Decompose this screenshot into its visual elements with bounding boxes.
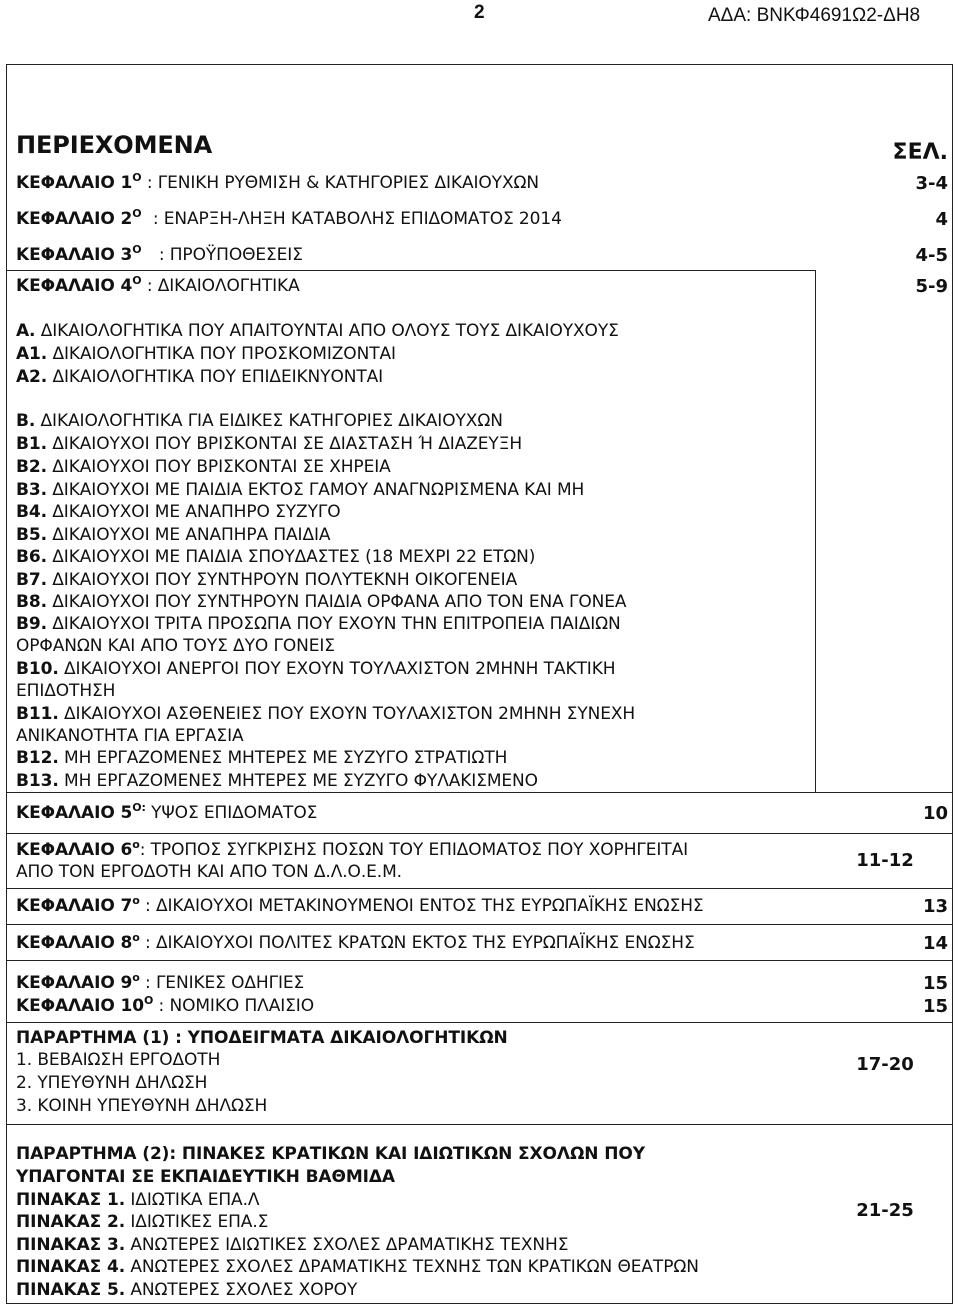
toc-subentry-b10-cont: ΕΠΙΔΟΤΗΣΗ: [16, 681, 116, 701]
toc-subentry-a: Α. ΔΙΚΑΙΟΛΟΓΗΤΙΚΑ ΠΟΥ ΑΠΑΙΤΟΥΝΤΑΙ ΑΠΟ ΟΛΟΥΣ ΤΟΥΣ ΔΙΚΑΙΟΥΧΟΥΣ: [16, 321, 619, 341]
toc-appendix-2-table-3: ΠΙΝΑΚΑΣ 3. ΑΝΩΤΕΡΕΣ ΙΔΙΩΤΙΚΕΣ ΣΧΟΛΕΣ ΔΡΑΜΑΤΙΚΗΣ ΤΕΧΝΗΣ: [16, 1235, 569, 1255]
toc-entry-ch4: ΚΕΦΑΛΑΙΟ $4^O$ : ΔΙΚΑΙΟΛΟΓΗΤΙΚΑ: [16, 274, 300, 296]
toc-page-ch1: 3-4: [915, 173, 948, 194]
toc-appendix-1-title: ΠΑΡΑΡΤΗΜΑ (1) : ΥΠΟΔΕΙΓΜΑΤΑ ΔΙΚΑΙΟΛΟΓΗΤΙΚΩΝ: [16, 1028, 508, 1048]
toc-subentry-b5: Β5. ΔΙΚΑΙΟΥΧΟΙ ΜΕ ΑΝΑΠΗΡΑ ΠΑΙΔΙΑ: [16, 525, 331, 545]
toc-subentry-b9-cont: ΟΡΦΑΝΩΝ ΚΑΙ ΑΠΟ ΤΟΥΣ ΔΥΟ ΓΟΝΕΙΣ: [16, 636, 335, 656]
toc-subentry-b6: Β6. ΔΙΚΑΙΟΥΧΟΙ ΜΕ ΠΑΙΔΙΑ ΣΠΟΥΔΑΣΤΕΣ (18 ΜΕΧΡΙ 22 ΕΤΩΝ): [16, 547, 536, 567]
toc-subentry-b8: Β8. ΔΙΚΑΙΟΥΧΟΙ ΠΟΥ ΣΥΝΤΗΡΟΥΝ ΠΑΙΔΙΑ ΟΡΦΑΝΑ ΑΠΟ ΤΟΝ ΕΝΑ ΓΟΝΕΑ: [16, 592, 627, 612]
toc-page-ch9: 15: [922, 973, 948, 994]
toc-page-ch5: 10: [922, 803, 948, 824]
toc-appendix-2-title-cont: ΥΠΑΓΟΝΤΑΙ ΣΕ ΕΚΠΑΙΔΕΥΤΙΚΗ ΒΑΘΜΙΔΑ: [16, 1167, 395, 1187]
toc-subentry-b11: Β11. ΔΙΚΑΙΟΥΧΟΙ ΑΣΘΕΝΕΙΕΣ ΠΟΥ ΕΧΟΥΝ ΤΟΥΛΑΧΙΣΤΟΝ 2ΜΗΝΗ ΣΥΝΕΧΗ: [16, 704, 636, 724]
toc-subentry-a1: Α1. ΔΙΚΑΙΟΛΟΓΗΤΙΚΑ ΠΟΥ ΠΡΟΣΚΟΜΙΖΟΝΤΑΙ: [16, 344, 396, 364]
toc-entry-ch2: ΚΕΦΑΛΑΙΟ $2^O$ : ΕΝΑΡΞΗ-ΛΗΞΗ ΚΑΤΑΒΟΛΗΣ ΕΠΙΔΟΜΑΤΟΣ 2014: [16, 207, 562, 229]
toc-title: ΠΕΡΙΕΧΟΜΕΝΑ: [16, 131, 213, 159]
toc-subentry-b2: Β2. ΔΙΚΑΙΟΥΧΟΙ ΠΟΥ ΒΡΙΣΚΟΝΤΑΙ ΣΕ ΧΗΡΕΙΑ: [16, 457, 391, 477]
toc-entry-ch6-cont: ΑΠΟ ΤΟΝ ΕΡΓΟΔΟΤΗ ΚΑΙ ΑΠΟ ΤΟΝ Δ.Λ.Ο.Ε.Μ.: [16, 862, 402, 882]
toc-subentry-b4: Β4. ΔΙΚΑΙΟΥΧΟΙ ΜΕ ΑΝΑΠΗΡΟ ΣΥΖΥΓΟ: [16, 502, 341, 522]
toc-subentry-b9: Β9. ΔΙΚΑΙΟΥΧΟΙ ΤΡΙΤΑ ΠΡΟΣΩΠΑ ΠΟΥ ΕΧΟΥΝ ΤΗΝ ΕΠΙΤΡΟΠΕΙΑ ΠΑΙΔΙΩΝ: [16, 614, 621, 634]
toc-entry-ch9: ΚΕΦΑΛΑΙΟ $9^o$ : ΓΕΝΙΚΕΣ ΟΔΗΓΙΕΣ: [16, 971, 305, 993]
toc-subentry-b12: Β12. ΜΗ ΕΡΓΑΖΟΜΕΝΕΣ ΜΗΤΕΡΕΣ ΜΕ ΣΥΖΥΓΟ ΣΤΡΑΤΙΩΤΗ: [16, 748, 508, 768]
toc-page-ch8: 14: [922, 933, 948, 954]
toc-appendix-2-table-2: ΠΙΝΑΚΑΣ 2. ΙΔΙΩΤΙΚΕΣ ΕΠΑ.Σ: [16, 1212, 269, 1232]
toc-page-appendix-2: 21-25: [856, 1200, 914, 1221]
page-number: 2: [474, 2, 485, 23]
toc-appendix-1-item: 1. ΒΕΒΑΙΩΣΗ ΕΡΓΟΔΟΤΗ: [16, 1050, 221, 1070]
toc-subentry-b13: Β13. ΜΗ ΕΡΓΑΖΟΜΕΝΕΣ ΜΗΤΕΡΕΣ ΜΕ ΣΥΖΥΓΟ ΦΥΛΑΚΙΣΜΕΝΟ: [16, 771, 538, 791]
toc-page-appendix-1: 17-20: [856, 1054, 914, 1075]
toc-page-ch7: 13: [922, 896, 948, 917]
toc-subentry-b: Β. ΔΙΚΑΙΟΛΟΓΗΤΙΚΑ ΓΙΑ ΕΙΔΙΚΕΣ ΚΑΤΗΓΟΡΙΕΣ ΔΙΚΑΙΟΥΧΩΝ: [16, 411, 503, 431]
toc-page-ch3: 4-5: [915, 245, 948, 266]
toc-appendix-2-table-5: ΠΙΝΑΚΑΣ 5. ΑΝΩΤΕΡΕΣ ΣΧΟΛΕΣ ΧΟΡΟΥ: [16, 1280, 358, 1300]
toc-subentry-a2: Α2. ΔΙΚΑΙΟΛΟΓΗΤΙΚΑ ΠΟΥ ΕΠΙΔΕΙΚΝΥΟΝΤΑΙ: [16, 367, 384, 387]
toc-page-ch2: 4: [935, 209, 948, 230]
toc-subentry-b3: Β3. ΔΙΚΑΙΟΥΧΟΙ ΜΕ ΠΑΙΔΙΑ ΕΚΤΟΣ ΓΑΜΟΥ ΑΝΑΓΝΩΡΙΣΜΕΝΑ ΚΑΙ ΜΗ: [16, 480, 585, 500]
toc-appendix-2-table-1: ΠΙΝΑΚΑΣ 1. ΙΔΙΩΤΙΚΑ ΕΠΑ.Λ: [16, 1190, 260, 1210]
toc-entry-ch3: ΚΕΦΑΛΑΙΟ $3^O$ : ΠΡΟΫΠΟΘΕΣΕΙΣ: [16, 243, 303, 265]
toc-entry-ch6: ΚΕΦΑΛΑΙΟ $6^o$: ΤΡΟΠΟΣ ΣΥΓΚΡΙΣΗΣ ΠΟΣΩΝ ΤΟΥ ΕΠΙΔΟΜΑΤΟΣ ΠΟΥ ΧΟΡΗΓΕΙΤΑΙ: [16, 838, 689, 860]
toc-subentry-b11-cont: ΑΝΙΚΑΝΟΤΗΤΑ ΓΙΑ ΕΡΓΑΣΙΑ: [16, 726, 244, 746]
toc-page-ch4: 5-9: [915, 276, 948, 297]
pages-column-header: ΣΕΛ.: [892, 140, 948, 165]
toc-subentry-b10: Β10. ΔΙΚΑΙΟΥΧΟΙ ΑΝΕΡΓΟΙ ΠΟΥ ΕΧΟΥΝ ΤΟΥΛΑΧΙΣΤΟΝ 2ΜΗΝΗ ΤΑΚΤΙΚΗ: [16, 659, 616, 679]
toc-appendix-2-title: ΠΑΡΑΡΤΗΜΑ (2): ΠΙΝΑΚΕΣ ΚΡΑΤΙΚΩΝ ΚΑΙ ΙΔΙΩΤΙΚΩΝ ΣΧΟΛΩΝ ΠΟΥ: [16, 1144, 645, 1164]
toc-appendix-1-item: 3. ΚΟΙΝΗ ΥΠΕΥΘΥΝΗ ΔΗΛΩΣΗ: [16, 1096, 268, 1116]
toc-subentry-b1: Β1. ΔΙΚΑΙΟΥΧΟΙ ΠΟΥ ΒΡΙΣΚΟΝΤΑΙ ΣΕ ΔΙΑΣΤΑΣΗ Ή ΔΙΑΖΕΥΞΗ: [16, 434, 523, 454]
ada-code: ΑΔΑ: ΒΝΚΦ4691Ω2-ΔΗ8: [708, 5, 921, 26]
toc-appendix-2-table-4: ΠΙΝΑΚΑΣ 4. ΑΝΩΤΕΡΕΣ ΣΧΟΛΕΣ ΔΡΑΜΑΤΙΚΗΣ ΤΕΧΝΗΣ ΤΩΝ ΚΡΑΤΙΚΩΝ ΘΕΑΤΡΩΝ: [16, 1257, 699, 1277]
toc-entry-ch1: ΚΕΦΑΛΑΙΟ $1^O$ : ΓΕΝΙΚΗ ΡΥΘΜΙΣΗ & ΚΑΤΗΓΟΡΙΕΣ ΔΙΚΑΙΟΥΧΩΝ: [16, 171, 540, 193]
toc-entry-ch5: ΚΕΦΑΛΑΙΟ $5^{O:}$ ΥΨΟΣ ΕΠΙΔΟΜΑΤΟΣ: [16, 801, 318, 823]
toc-entry-ch10: ΚΕΦΑΛΑΙΟ $10^O$ : ΝΟΜΙΚΟ ΠΛΑΙΣΙΟ: [16, 994, 314, 1016]
toc-entry-ch8: ΚΕΦΑΛΑΙΟ $8^o$ : ΔΙΚΑΙΟΥΧΟΙ ΠΟΛΙΤΕΣ ΚΡΑΤΩΝ ΕΚΤΟΣ ΤΗΣ ΕΥΡΩΠΑΪΚΗΣ ΕΝΩΣΗΣ: [16, 931, 695, 953]
toc-subentry-b7: Β7. ΔΙΚΑΙΟΥΧΟΙ ΠΟΥ ΣΥΝΤΗΡΟΥΝ ΠΟΛΥΤΕΚΝΗ ΟΙΚΟΓΕΝΕΙΑ: [16, 570, 518, 590]
toc-entry-ch7: ΚΕΦΑΛΑΙΟ $7^o$ : ΔΙΚΑΙΟΥΧΟΙ ΜΕΤΑΚΙΝΟΥΜΕΝΟΙ ΕΝΤΟΣ ΤΗΣ ΕΥΡΩΠΑΪΚΗΣ ΕΝΩΣΗΣ: [16, 894, 704, 916]
toc-page-ch6: 11-12: [856, 850, 914, 871]
toc-appendix-1-item: 2. ΥΠΕΥΘΥΝΗ ΔΗΛΩΣΗ: [16, 1073, 208, 1093]
toc-page-ch10: 15: [922, 996, 948, 1017]
